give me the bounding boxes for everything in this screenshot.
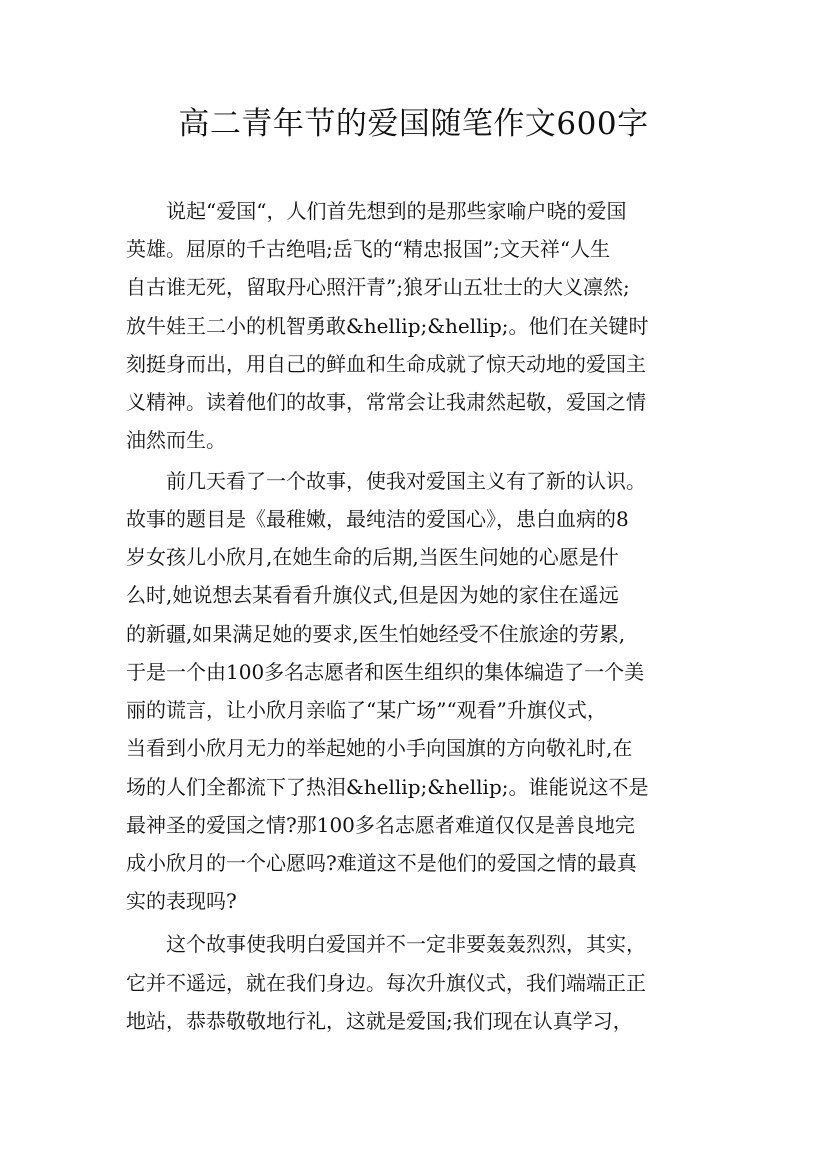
text-line: 实的表现吗? — [126, 889, 237, 913]
text-line: 自古谁无死，留取丹心照汗青”;狼牙山五壮士的大义凛然; — [126, 275, 630, 299]
document-title: 高二青年节的爱国随笔作文600字 — [178, 106, 649, 142]
text-line: 丽的谎言，让小欣月亲临了“某广场”“观看”升旗仪式， — [126, 698, 607, 722]
text-line: 义精神。读着他们的故事，常常会让我肃然起敬，爱国之情 — [126, 390, 646, 414]
text-line: 说起“爱国“，人们首先想到的是那些家喻户晓的爱国 — [126, 199, 627, 223]
text-line: 故事的题目是《最稚嫩，最纯洁的爱国心》，患白血病的8 — [126, 507, 629, 531]
text-line: 地站，恭恭敬敬地行礼，这就是爱国;我们现在认真学习， — [126, 1009, 633, 1033]
text-line: 油然而生。 — [126, 428, 226, 452]
text-line: 最神圣的爱国之情?那100多名志愿者难道仅仅是善良地完 — [126, 813, 635, 837]
text-line: 这个故事使我明白爱国并不一定非要轰轰烈烈，其实， — [126, 932, 646, 956]
text-line: 于是一个由100多名志愿者和医生组织的集体编造了一个美 — [126, 660, 645, 684]
text-line: 场的人们全都流下了热泪&hellip;&hellip;。谁能说这不是 — [126, 775, 649, 799]
text-line: 刻挺身而出，用自己的鲜血和生命成就了惊天动地的爱国主 — [126, 352, 646, 376]
text-line: 成小欣月的一个心愿吗?难道这不是他们的爱国之情的最真 — [126, 851, 637, 875]
text-line: 的新疆,如果满足她的要求,医生怕她经受不住旅途的劳累, — [126, 622, 626, 646]
text-line: 英雄。屈原的千古绝唱;岳飞的“精忠报国”;文天祥“人生 — [126, 237, 611, 261]
text-line: 岁女孩儿小欣月,在她生命的后期,当医生问她的心愿是什 — [126, 545, 619, 569]
text-line: 当看到小欣月无力的举起她的小手向国旗的方向敬礼时,在 — [126, 736, 633, 760]
text-line: 它并不遥远，就在我们身边。每次升旗仪式，我们端端正正 — [126, 971, 646, 995]
text-line: 么时,她说想去某看看升旗仪式,但是因为她的家住在遥远 — [126, 583, 619, 607]
text-line: 放牛娃王二小的机智勇敢&hellip;&hellip;。他们在关键时 — [126, 314, 649, 338]
text-line: 前几天看了一个故事，使我对爱国主义有了新的认识。 — [126, 469, 646, 493]
